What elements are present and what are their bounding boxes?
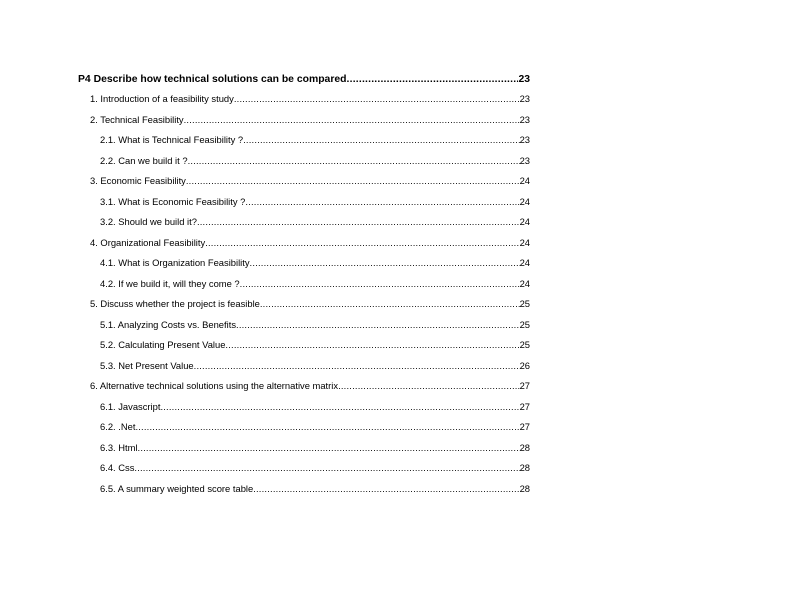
toc-entry-list: [78, 71, 530, 495]
toc-entry[interactable]: [78, 359, 530, 372]
toc-page-number: 25: [519, 339, 530, 350]
toc-dot-leader: [194, 359, 520, 372]
toc-page-number: 24: [519, 277, 530, 289]
toc-dot-leader: [186, 174, 520, 187]
toc-entry-title: 2. Technical Feasibility: [90, 113, 184, 125]
toc-page-number: 23: [519, 113, 530, 125]
toc-entry-title: 5.1. Analyzing Costs vs. Benefits: [100, 318, 237, 330]
toc-entry-title: 6.1. Javascript: [100, 400, 161, 412]
toc-entry-title: 1. Introduction of a feasibility study: [90, 93, 234, 104]
toc-entry[interactable]: [78, 236, 530, 249]
toc-entry[interactable]: [78, 92, 530, 105]
toc-entry-title: P4 Describe how technical solutions can be compared: [78, 74, 347, 85]
toc-page-number: 23: [518, 74, 530, 85]
toc-entry[interactable]: [78, 256, 530, 269]
toc-dot-leader: [245, 195, 519, 208]
toc-page-number: 24: [519, 216, 530, 227]
toc-entry[interactable]: [78, 195, 530, 208]
toc-entry-title: 3.1. What is Economic Feasibility ?: [100, 195, 246, 207]
toc-entry-title: 4.1. What is Organization Feasibility: [100, 257, 250, 268]
toc-page-number: 25: [519, 318, 530, 330]
toc-dot-leader: [250, 256, 520, 269]
toc-page-number: 28: [519, 441, 530, 453]
toc-page-number: 27: [519, 421, 530, 432]
toc-page-number: 25: [519, 298, 530, 309]
toc-entry-title: 2.2. Can we build it ?: [100, 154, 188, 166]
toc-dot-leader: [243, 133, 519, 146]
toc-page-number: 24: [519, 257, 530, 268]
toc-entry[interactable]: [78, 318, 530, 331]
toc-dot-leader: [184, 113, 520, 126]
toc-entry[interactable]: [78, 133, 530, 146]
toc-entry-title: 4. Organizational Feasibility: [90, 236, 206, 248]
toc-entry[interactable]: [78, 420, 530, 433]
toc-page-number: 24: [519, 236, 530, 248]
toc-dot-leader: [197, 215, 520, 228]
toc-dot-leader: [260, 297, 520, 310]
toc-entry-title: 6.4. Css: [100, 462, 135, 473]
toc-entry[interactable]: [78, 113, 530, 126]
toc-entry[interactable]: [78, 277, 530, 290]
toc-dot-leader: [236, 318, 520, 331]
toc-page-number: 27: [519, 380, 530, 391]
toc-entry-title: 6.2. .Net: [100, 421, 136, 432]
toc-entry[interactable]: [78, 215, 530, 228]
toc-page-number: 23: [519, 134, 530, 145]
toc-dot-leader: [205, 236, 519, 249]
toc-entry-title: 6.5. A summary weighted score table: [100, 482, 254, 494]
toc-dot-leader: [347, 71, 519, 88]
toc-entry-title: 4.2. If we build it, will they come ?: [100, 277, 240, 289]
toc-entry[interactable]: [78, 482, 530, 495]
toc-entry-title: 5. Discuss whether the project is feasible: [90, 298, 260, 309]
toc-dot-leader: [160, 400, 519, 413]
toc-entry[interactable]: [78, 297, 530, 310]
toc-page-number: 24: [519, 195, 530, 207]
toc-page-number: 27: [519, 400, 530, 412]
toc-entry[interactable]: [78, 154, 530, 167]
toc-page-number: 23: [519, 154, 530, 166]
toc-page-number: 28: [519, 482, 530, 494]
toc-dot-leader: [135, 420, 519, 433]
toc-entry[interactable]: [78, 379, 530, 392]
toc-page-number: 28: [519, 462, 530, 473]
toc-entry-title: 3.2. Should we build it?: [100, 216, 197, 227]
toc-entry[interactable]: [78, 338, 530, 351]
toc-entry-title: 6.3. Html: [100, 441, 138, 453]
toc-entry[interactable]: [78, 400, 530, 413]
toc-page-number: 24: [519, 175, 530, 186]
toc-dot-leader: [338, 379, 520, 392]
toc-dot-leader: [138, 441, 520, 454]
toc-entry[interactable]: [78, 174, 530, 187]
toc-entry-title: 3. Economic Feasibility: [90, 175, 186, 186]
toc-entry-title: 5.3. Net Present Value: [100, 359, 194, 371]
table-of-contents: [78, 71, 530, 502]
toc-page-number: 26: [519, 359, 530, 371]
toc-dot-leader: [234, 92, 520, 105]
toc-entry-title: 5.2. Calculating Present Value: [100, 339, 226, 350]
toc-dot-leader: [134, 461, 519, 474]
toc-page-number: 23: [519, 93, 530, 104]
toc-dot-leader: [240, 277, 520, 290]
toc-entry-title: 2.1. What is Technical Feasibility ?: [100, 134, 244, 145]
toc-entry[interactable]: [78, 71, 530, 88]
toc-entry[interactable]: [78, 461, 530, 474]
toc-dot-leader: [253, 482, 519, 495]
toc-entry-title: 6. Alternative technical solutions using the alternative matrix: [90, 380, 339, 391]
toc-dot-leader: [225, 338, 519, 351]
toc-dot-leader: [188, 154, 520, 167]
toc-entry[interactable]: [78, 441, 530, 454]
